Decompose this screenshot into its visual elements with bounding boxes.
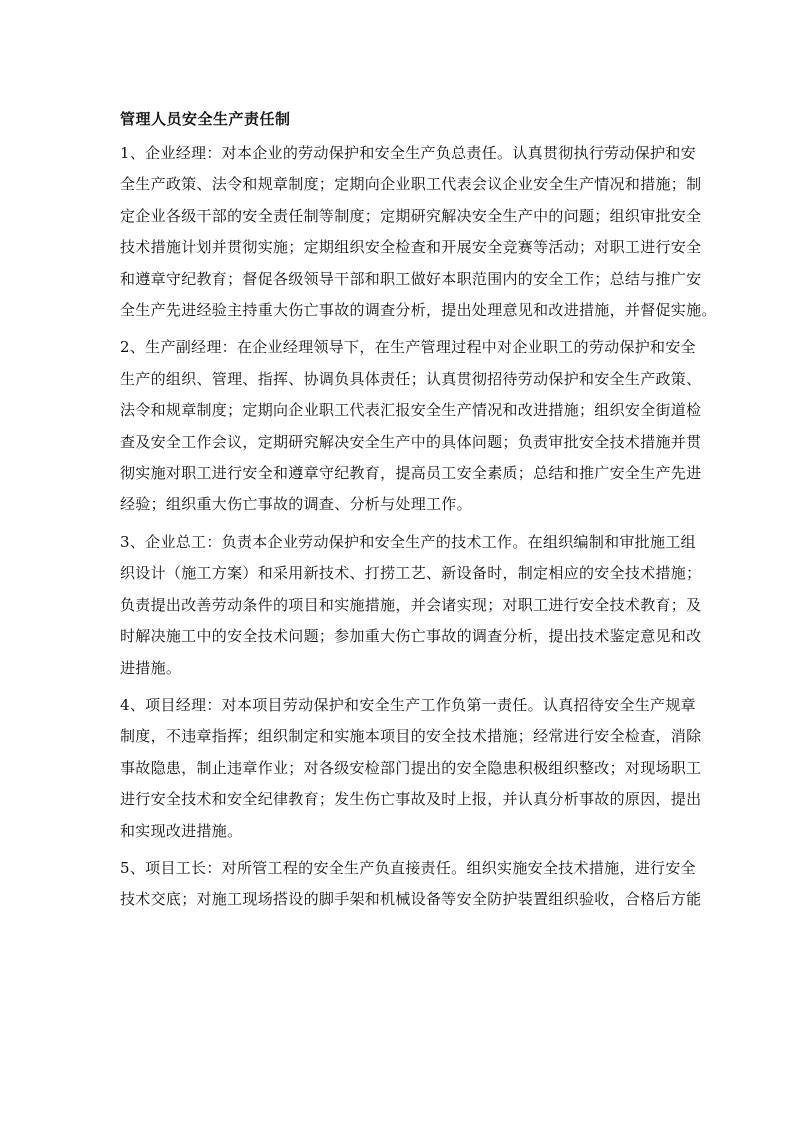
paragraph-line: 2、生产副经理：在企业经理领导下，在生产管理过程中对企业职工的劳动保护和安全	[120, 338, 696, 357]
paragraph-enterprise-manager	[120, 138, 723, 326]
paragraph-project-manager	[120, 690, 723, 847]
paragraph-line: 经验；组织重大伤亡事故的调查、分析与处理工作。	[120, 495, 472, 514]
paragraph-line: 技术措施计划并贯彻实施；定期组织安全检查和开展安全竞赛等活动；对职工进行安全	[120, 238, 702, 257]
paragraph-line: 进行安全技术和安全纪律教育；发生伤亡事故及时上报，并认真分析事故的原因，提出	[120, 790, 702, 809]
paragraph-chief-engineer	[120, 527, 723, 684]
paragraph-line: 法令和规章制度；定期向企业职工代表汇报安全生产情况和改进措施；组织安全街道检	[120, 401, 702, 420]
document-title: 管理人员安全生产责任制	[120, 110, 291, 128]
paragraph-line: 时解决施工中的安全技术问题；参加重大伤亡事故的调查分析，提出技术鉴定意见和改	[120, 627, 702, 646]
paragraph-line: 3、企业总工：负责本企业劳动保护和安全生产的技术工作。在组织编制和审批施工组	[120, 532, 696, 551]
paragraph-line: 进措施。	[120, 658, 182, 677]
paragraph-line: 制度，不违章指挥；组织制定和实施本项目的安全技术措施；经常进行安全检查，消除	[120, 727, 702, 746]
paragraph-production-deputy-manager	[120, 332, 723, 520]
paragraph-line: 技术交底；对施工现场搭设的脚手架和机械设备等安全防护装置组织验收，合格后方能	[120, 890, 702, 909]
paragraph-line: 全生产先进经验主持重大伤亡事故的调查分析，提出处理意见和改进措施，并督促实施。	[120, 301, 717, 320]
paragraph-line: 4、项目经理：对本项目劳动保护和安全生产工作负第一责任。认真招待安全生产规章	[120, 695, 696, 714]
paragraph-line: 生产的组织、管理、指挥、协调负具体责任；认真贯彻招待劳动保护和安全生产政策、	[120, 369, 702, 388]
paragraph-line: 事故隐患，制止违章作业；对各级安检部门提出的安全隐患积极组织整改；对现场职工	[120, 758, 702, 777]
paragraph-line: 彻实施对职工进行安全和遵章守纪教育，提高员工安全素质；总结和推广安全生产先进	[120, 464, 702, 483]
paragraph-line: 5、项目工长：对所管工程的安全生产负直接责任。组织实施安全技术措施，进行安全	[120, 858, 696, 877]
document-body	[120, 106, 723, 922]
paragraph-line: 织设计（施工方案）和采用新技术、打捞工艺、新设备时，制定相应的安全技术措施；	[120, 564, 702, 583]
paragraph-line: 定企业各级干部的安全责任制等制度；定期研究解决安全生产中的问题；组织审批安全	[120, 206, 702, 225]
paragraph-line: 查及安全工作会议，定期研究解决安全生产中的具体问题；负责审批安全技术措施并贯	[120, 432, 702, 451]
paragraph-line: 和遵章守纪教育；督促各级领导干部和职工做好本职范围内的安全工作；总结与推广安	[120, 269, 702, 288]
paragraph-line: 和实现改进措施。	[120, 821, 243, 840]
paragraph-line: 1、企业经理：对本企业的劳动保护和安全生产负总责任。认真贯彻执行劳动保护和安	[120, 144, 696, 162]
paragraph-project-foreman	[120, 853, 723, 916]
paragraph-line: 全生产政策、法令和规章制度；定期向企业职工代表会议企业安全生产情况和措施；制	[120, 175, 702, 194]
paragraph-line: 负责提出改善劳动条件的项目和实施措施，并会诸实现；对职工进行安全技术教育；及	[120, 595, 702, 614]
